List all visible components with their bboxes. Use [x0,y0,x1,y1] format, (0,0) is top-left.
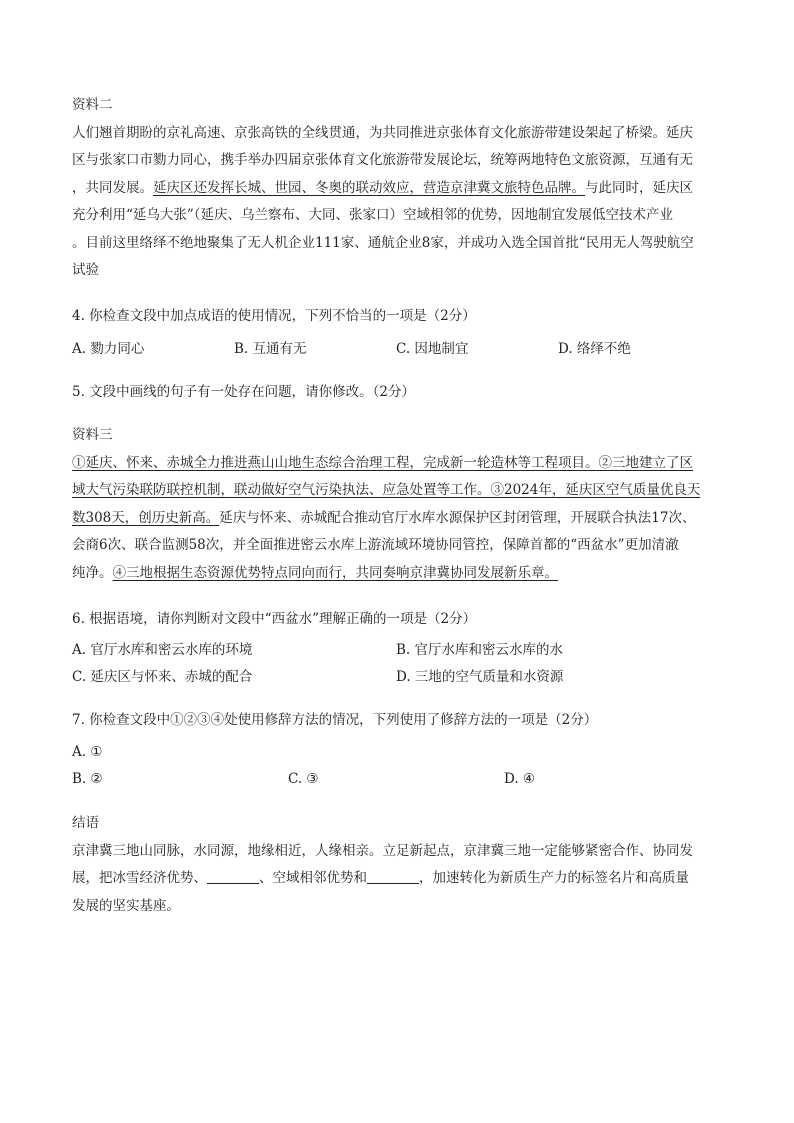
underlined-sentence: 延庆区还发挥长城、世园、冬奥的联动效应，营造京津冀文旅特色品牌。 [153,179,585,196]
question-5-stem: 5. 文段中画线的句子有一处存在问题，请你修改。（2分） [72,384,416,400]
option-b[interactable]: B. ② [72,771,103,787]
option-a[interactable]: A. ① [72,744,103,760]
option-d[interactable]: D. 三地的空气质量和水资源 [396,669,564,685]
option-d[interactable]: D. 络绎不绝 [558,341,631,357]
option-c[interactable]: C. 因地制宜 [396,341,469,357]
option-d[interactable]: D. ④ [504,771,536,787]
question-7-stem: 7. 你检查文段中①②③④处使用修辞方法的情况，下列使用了修辞方法的一项是（2分） [72,712,598,728]
question-4-stem: 4. 你检查文段中加点成语的使用情况，下列不恰当的一项是（2分） [72,308,476,324]
text-segment: ，共同发展。 [72,179,153,196]
paragraph-line: 充分利用“延乌大张”（延庆、乌兰察布、大同、张家口）空域相邻的优势，因地制宜发展低空技术产业 [72,207,674,223]
question-6-options-row1 [72,638,722,662]
material-2 [72,92,722,285]
text-segment: 延庆与怀来、赤城配合推动官厅水库水源保护区封闭管理，开展联合执法17次、 [219,509,696,526]
option-b[interactable]: B. 互通有无 [234,341,307,357]
option-b[interactable]: B. 官厅水库和密云水库的水 [396,642,564,658]
conclusion [72,810,722,920]
underlined-line: 域大气污染联防联控机制，联动做好空气污染执法、应急处置等工作。③2024年，延庆区空气质量优良天 [72,482,701,498]
question-6-options-row2 [72,665,722,689]
text-segment: 展，把冰雪经济优势、 [72,870,207,886]
material-3 [72,422,722,587]
material-3-title: 资料三 [72,427,113,443]
underlined-sentence: 数308天，创历史新高。 [72,509,220,526]
option-c[interactable]: C. 延庆区与怀来、赤城的配合 [72,669,253,685]
paragraph-line: 会商6次、联合监测58次，并全面推进密云水库上游流域环境协同管控，保障首都的“西盆水”更加清澈 [72,537,679,553]
text-segment: 纯净。 [72,564,113,581]
paragraph-line: 试验 [72,262,99,278]
paragraph-line [72,505,722,533]
question-7-options-row [72,767,722,791]
text-segment: 与此同时，延庆区 [585,179,693,196]
fill-blank-1[interactable] [207,869,259,884]
option-a[interactable]: A. 官厅水库和密云水库的环境 [72,642,253,658]
text-segment: ，加速转化为新质生产力的标签名片和高质量 [419,870,689,886]
paragraph-line: 京津冀三地山同脉，水同源，地缘相近，人缘相亲。立足新起点，京津冀三地一定能够紧密合作、协同发 [72,842,693,859]
material-2-title: 资料二 [72,97,113,113]
question-7-option-a-row [72,740,722,764]
paragraph-line: 发展的坚实基座。 [72,897,180,914]
paragraph-line: 区与张家口市勠力同心，携手举办四届京张体育文化旅游带发展论坛，统筹两地特色文旅资源，互通有无 [72,152,693,168]
option-c[interactable]: C. ③ [288,771,319,787]
underlined-sentence: ④三地根据生态资源优势特点同向而行，共同奏响京津冀协同发展新乐章。 [112,564,558,581]
paragraph-line: 。目前这里络绎不绝地聚集了无人机企业111家、通航企业8家，并成功入选全国首批“民用无人驾驶航空 [72,234,694,251]
question-6-stem: 6. 根据语境，请你判断对文段中“西盆水”理解正确的一项是（2分） [72,611,477,627]
fill-blank-2[interactable] [367,869,419,884]
question-4-options [72,337,722,361]
paragraph-line [72,175,722,203]
paragraph-line: 人们翘首期盼的京礼高速、京张高铁的全线贯通，为共同推进京张体育文化旅游带建设架起了桥梁。延庆 [72,124,693,141]
text-segment: 、空域相邻优势和 [259,870,367,886]
paragraph-line [72,865,722,893]
conclusion-title: 结语 [72,815,99,831]
option-a[interactable]: A. 勠力同心 [72,341,145,357]
paragraph-line [72,560,722,588]
underlined-line: ①延庆、怀来、赤城全力推进燕山山地生态综合治理工程，完成新一轮造林等工程项目。②三地建立了区 [72,454,693,471]
